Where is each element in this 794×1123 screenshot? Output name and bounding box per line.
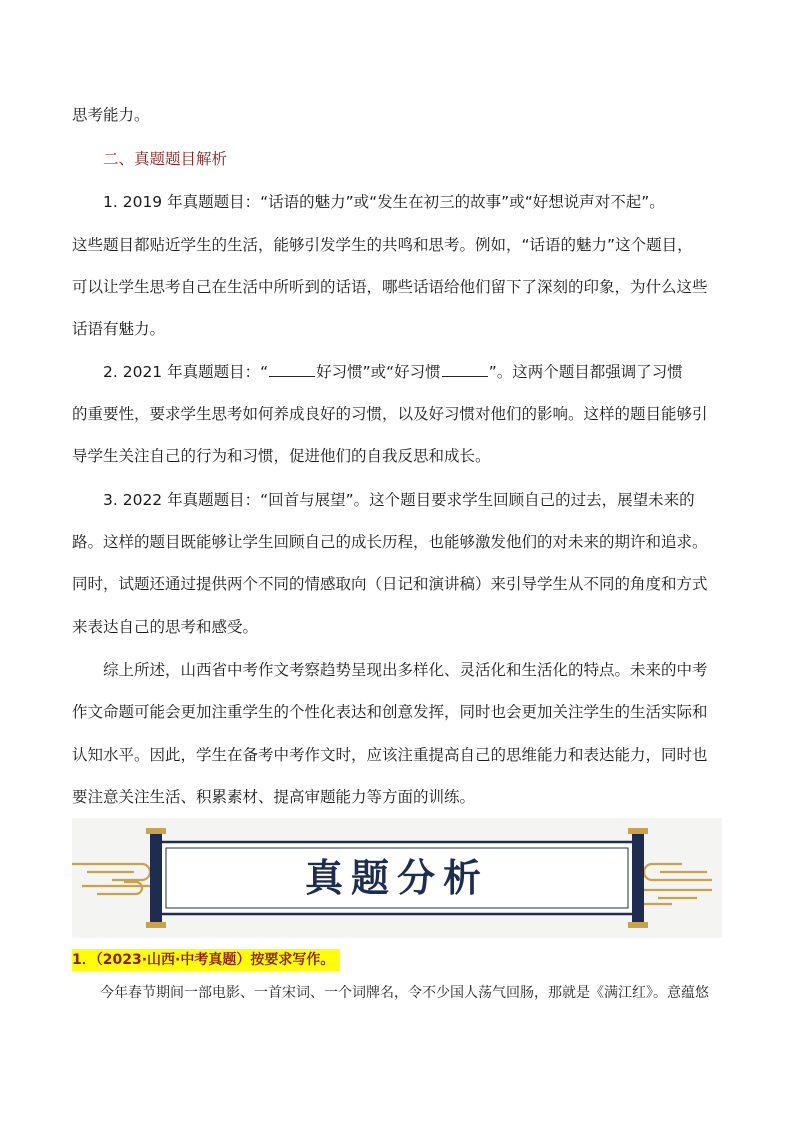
item2-prefix: 2. 2021 年真题题目：“ — [103, 363, 269, 381]
section-banner — [72, 818, 722, 938]
summary-line: 认知水平。因此，学生在备考中考作文时，应该注重提高自己的思维能力和表达能力，同时也 — [72, 746, 708, 764]
item2-mid: 好习惯”或“好习惯 — [316, 363, 441, 381]
left-cloud-ornament — [72, 864, 157, 894]
item3-line: 同时，试题还通过提供两个不同的情感取向（日记和演讲稿）来引导学生从不同的角度和方式 — [72, 575, 708, 593]
item2-line: 导学生关注自己的行为和习惯，促进他们的自我反思和成长。 — [72, 447, 491, 465]
item2-line — [103, 361, 763, 383]
item1-line: 1. 2019 年真题题目：“话语的魅力”或“发生在初三的故事”或“好想说声对不起”。 — [103, 193, 665, 211]
item3-line: 3. 2022 年真题题目：“回首与展望”。这个题目要求学生回顾自己的过去，展望未来的 — [103, 491, 695, 509]
item3-line: 来表达自己的思考和感受。 — [72, 618, 259, 636]
section-heading: 二、真题题目解析 — [103, 150, 228, 168]
fill-blank — [442, 362, 488, 377]
item1-line: 这些题目都贴近学生的生活，能够引发学生的共鸣和思考。例如，“话语的魅力”这个题目， — [72, 236, 693, 254]
summary-line: 要注意关注生活、积累素材、提高审题能力等方面的训练。 — [72, 788, 476, 806]
item2-line: 的重要性，要求学生思考如何养成良好的习惯，以及好习惯对他们的影响。这样的题目能够引 — [72, 405, 708, 423]
summary-line: 作文命题可能会更加注重学生的个性化表达和创意发挥，同时也会更加关注学生的生活实际和 — [72, 703, 708, 721]
right-roller — [632, 832, 644, 924]
paragraph-line: 思考能力。 — [72, 106, 150, 124]
summary-line: 综上所述，山西省中考作文考察趋势呈现出多样化、灵活化和生活化的特点。未来的中考 — [103, 661, 708, 679]
item3-line: 路。这样的题目既能够让学生回顾自己的成长历程，也能够激发他们的对未来的期许和追求。 — [72, 533, 708, 551]
fill-blank — [269, 362, 315, 377]
banner-title: 真题分析 — [304, 855, 489, 900]
question-text: 今年春节期间一部电影、一首宋词、一个词牌名，令不少国人荡气回肠，那就是《满江红》。意蕴悠 — [100, 985, 709, 1001]
item1-line: 话语有魅力。 — [72, 320, 166, 338]
question-label: 1．（2023·山西·中考真题）按要求写作。 — [72, 949, 340, 971]
right-cloud-ornament — [637, 864, 712, 904]
item2-suffix: ”。这两个题目都强调了习惯 — [488, 363, 683, 381]
item1-line: 可以让学生思考自己在生活中所听到的话语，哪些话语给他们留下了深刻的印象，为什么这些 — [72, 278, 708, 296]
left-roller — [150, 832, 162, 924]
